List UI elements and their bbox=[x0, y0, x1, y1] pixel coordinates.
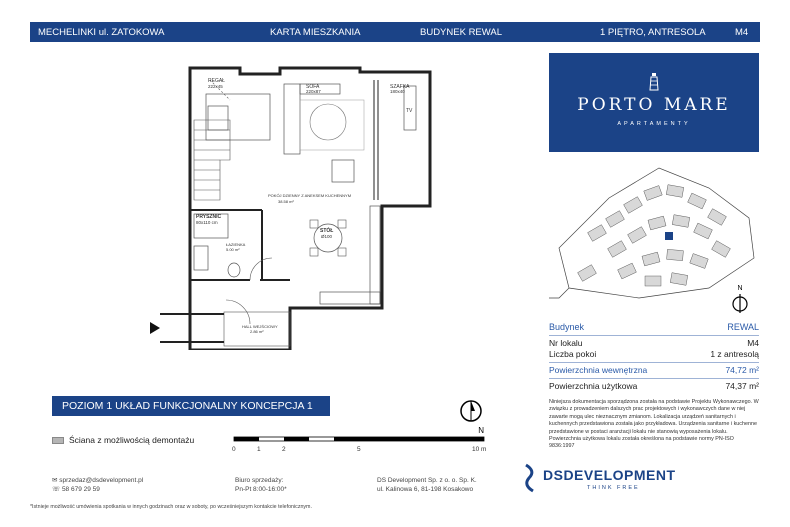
office-label: Biuro sprzedaży: bbox=[235, 477, 284, 484]
header-bar bbox=[30, 22, 760, 42]
label-tv: TV bbox=[406, 108, 413, 114]
office-block bbox=[235, 477, 287, 494]
legend bbox=[52, 435, 194, 445]
info-nr-label: Nr lokalu bbox=[549, 338, 583, 348]
phone-row[interactable]: ☏ 58 679 29 59 bbox=[52, 485, 100, 493]
unit-info bbox=[549, 322, 759, 392]
label-table-dim: Ø100 bbox=[321, 234, 333, 239]
ds-development-logo bbox=[523, 463, 693, 497]
compass-icon bbox=[730, 292, 750, 314]
legend-label: Ściana z możliwością demontażu bbox=[69, 435, 195, 445]
scale-label-2: 2 bbox=[282, 446, 286, 453]
company-address: ul. Kalinowa 6, 81-198 Kosakowo bbox=[377, 485, 474, 493]
selected-building bbox=[665, 232, 673, 240]
label-hall: HALL WEJŚCIOWY bbox=[242, 324, 278, 329]
header-unit: M4 bbox=[735, 27, 749, 38]
scale-label-10: 10 m bbox=[472, 446, 487, 453]
label-bath-area: 5.00 m² bbox=[226, 247, 240, 252]
contact-block bbox=[52, 477, 143, 494]
building-blocks bbox=[578, 185, 731, 286]
ds-name: DSDEVELOPMENT bbox=[543, 467, 676, 483]
label-szafka: SZAFKA bbox=[390, 84, 410, 90]
label-table: STÓŁ bbox=[320, 228, 334, 234]
company-block bbox=[377, 477, 477, 494]
compass-icon-main bbox=[456, 398, 486, 424]
header-location: MECHELINKI ul. ZATOKOWA bbox=[38, 27, 165, 38]
info-nr-value: M4 bbox=[747, 338, 759, 348]
label-prysznic: PRYSZNIC bbox=[196, 214, 222, 220]
label-bath: ŁAZIENKA bbox=[226, 242, 246, 247]
info-budynek-value: REWAL bbox=[727, 322, 759, 332]
info-row-pow-uz bbox=[549, 381, 759, 392]
info-pow-uz-value: 74,37 m² bbox=[725, 381, 759, 391]
header-floor: 1 PIĘTRO, ANTRESOLA bbox=[600, 27, 706, 38]
info-row-pow-wew bbox=[549, 365, 759, 376]
brand-tagline: APARTAMENTY bbox=[617, 121, 691, 127]
info-pokoi-value: 1 z antresolą bbox=[710, 349, 759, 359]
label-living-area: 38.58 m² bbox=[278, 199, 294, 204]
scale-bar bbox=[232, 434, 500, 456]
info-pow-wew-value: 74,72 m² bbox=[725, 365, 759, 375]
company-name: DS Development Sp. z o. o. Sp. K. bbox=[377, 477, 477, 484]
info-pow-uz-label: Powierzchnia użytkowa bbox=[549, 381, 638, 391]
contact-phone[interactable]: 58 679 29 59 bbox=[61, 485, 100, 493]
info-row-pokoi bbox=[549, 349, 759, 360]
scale-label-0: 0 bbox=[232, 446, 236, 453]
info-pow-wew-label: Powierzchnia wewnętrzna bbox=[549, 365, 648, 375]
info-pokoi-label: Liczba pokoi bbox=[549, 349, 597, 359]
ds-mark-icon bbox=[523, 463, 539, 493]
label-regal-dim: 222x45 bbox=[208, 84, 223, 89]
label-szafka-dim: 180x40 bbox=[390, 89, 405, 94]
office-hours: Pn-Pt 8:00-16:00* bbox=[235, 485, 287, 493]
level-title: POZIOM 1 UKŁAD FUNKCJONALNY KONCEPCJA 1 bbox=[52, 396, 330, 416]
lighthouse-icon bbox=[648, 71, 660, 91]
brand-name: PORTO MARE bbox=[577, 95, 731, 115]
footnote: *Istnieje możliwość umówienia spotkania w innych godzinach oraz w soboty, po wcześniejszym kontakcie telefonicznym. bbox=[30, 504, 312, 510]
north-arrow-small bbox=[730, 285, 750, 321]
contact-email[interactable]: sprzedaz@dsdevelopment.pl bbox=[59, 477, 144, 484]
scale-label-1: 1 bbox=[257, 446, 261, 453]
info-row-nr bbox=[549, 338, 759, 349]
info-row-budynek bbox=[549, 322, 759, 333]
header-building: BUDYNEK REWAL bbox=[420, 27, 502, 38]
label-sofa-dim: 220x87 bbox=[306, 89, 321, 94]
porto-mare-logo bbox=[549, 53, 759, 152]
label-hall-area: 2.86 m² bbox=[250, 329, 264, 334]
label-living: POKÓJ DZIENNY Z ANEKSEM KUCHENNYM bbox=[268, 193, 352, 198]
legend-swatch bbox=[52, 437, 64, 444]
ds-tagline: THINK FREE bbox=[587, 485, 640, 491]
site-map bbox=[549, 158, 759, 308]
north-label-main: N bbox=[478, 426, 484, 435]
north-label-small: N bbox=[737, 285, 743, 292]
disclaimer-text: Niniejsza dokumentacja sporządzona została na podstawie Projektu Wykonawczego. W związku z prowadzeniem dalszych prac projektowych i wykonawczych dane w niej zawarte mogą ulec nieznacznym zmianom. Lokalizacja urządzeń sanitarnych i kuchennych przedstawiona została jako przykładowa. Urządzenia sanitarne i kuchenne przedstawione w postaci aranżacji lokalu nie stanowią wyposażenia lokalu. Powierzchnia użytkowa lokalu została określona na podstawie normy PN-ISO 9836:1997 bbox=[549, 399, 759, 450]
header-doc-type: KARTA MIESZKANIA bbox=[270, 27, 361, 38]
info-budynek-label: Budynek bbox=[549, 322, 585, 332]
floor-plan bbox=[150, 60, 440, 350]
scale-label-5: 5 bbox=[357, 446, 361, 453]
email-row[interactable]: ✉ sprzedaz@dsdevelopment.pl bbox=[52, 477, 144, 484]
entry-arrow bbox=[150, 322, 160, 334]
north-arrow-main bbox=[456, 398, 486, 434]
label-regal: REGAŁ bbox=[208, 78, 225, 84]
label-prysznic-dim: 80x110 cm bbox=[196, 220, 218, 225]
label-sofa: SOFA bbox=[306, 84, 320, 90]
